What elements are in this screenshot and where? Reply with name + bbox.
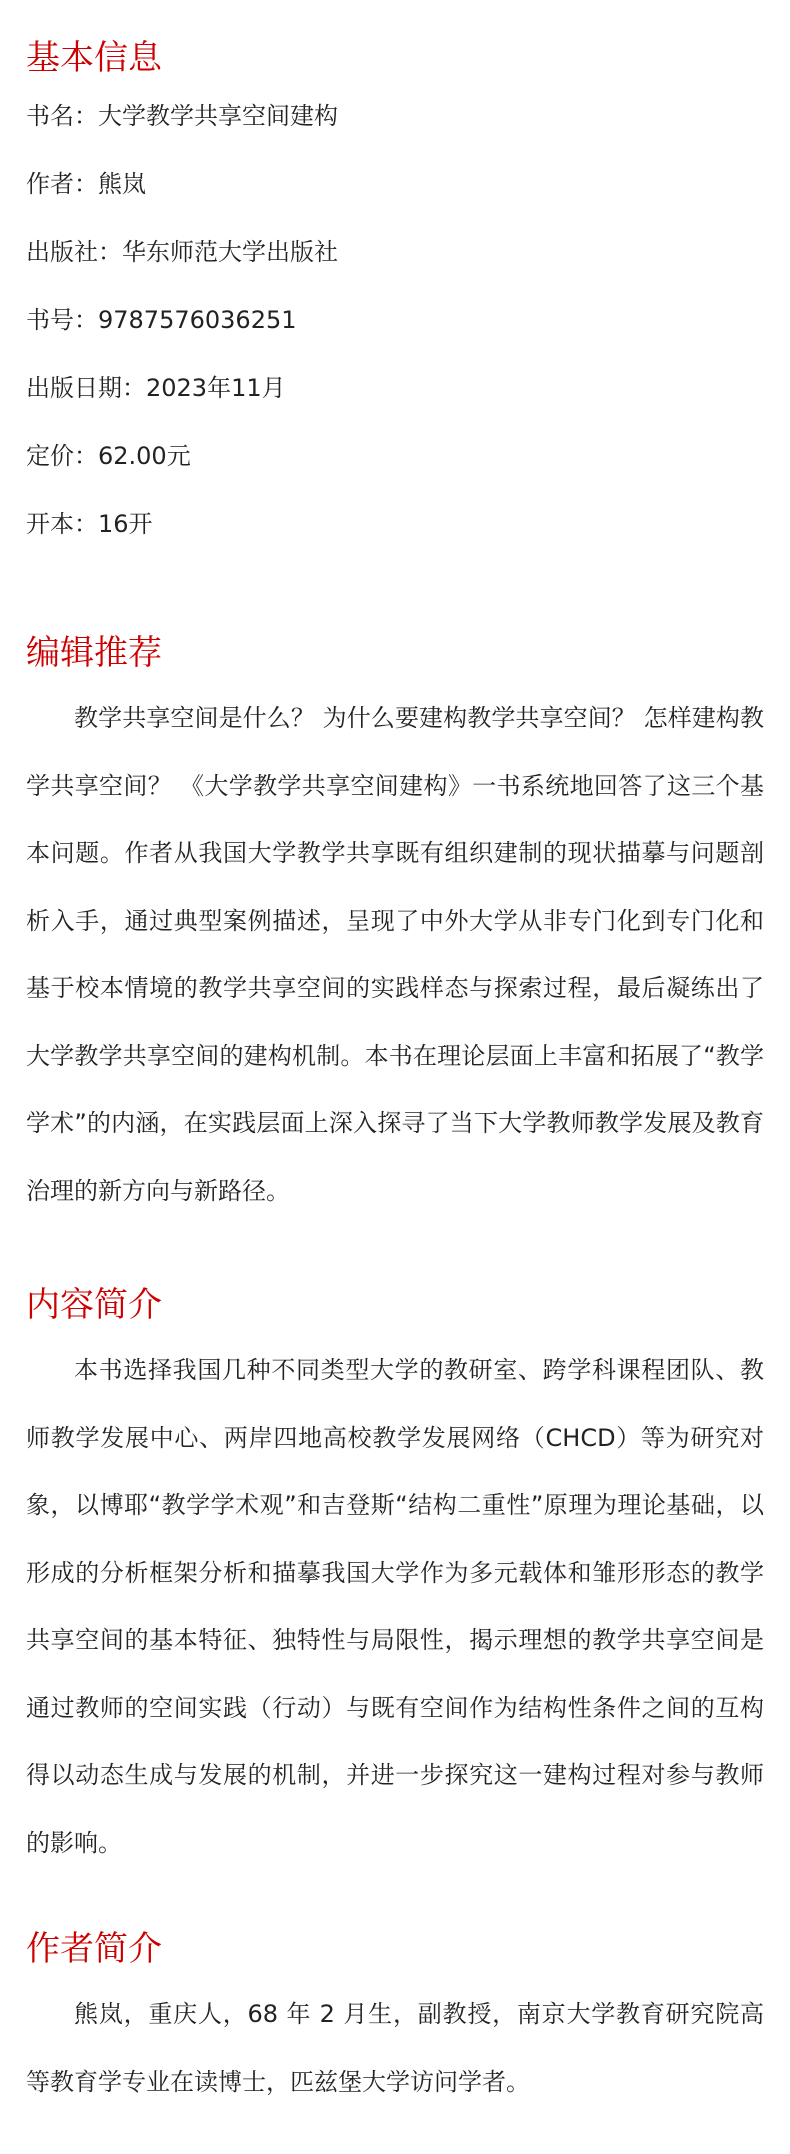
- info-book-name: 书名：大学教学共享空间建构: [26, 102, 338, 130]
- author-intro-section: [26, 1877, 764, 2116]
- info-price: 定价：62.00元: [26, 442, 191, 470]
- info-isbn: 书号：9787576036251: [26, 306, 297, 334]
- author-intro-text: 熊岚，重庆人，68 年 2 月生，副教授，南京大学教育研究院高等教育学专业在读博士，匹兹堡大学访问学者。: [26, 2000, 764, 2096]
- basic-info-title: 基本信息: [26, 38, 162, 78]
- editor-recommendation-text: 教学共享空间是什么？ 为什么要建构教学共享空间？ 怎样建构教学共享空间？ 《大学教学共享空间建构》一书系统地回答了这三个基本问题。作者从我国大学教学共享既有组织建制的现状描摹与问题剖析入手，通过典型案例描述，呈现了中外大学从非专门化到专门化和基于校本情境的教学共享空间的实践样态与探索过程，最后凝练出了大学教学共享空间的建构机制。本书在理论层面上丰富和拓展了“教学学术”的内涵，在实践层面上深入探寻了当下大学教师教学发展及教育治理的新方向与新路径。: [26, 704, 764, 1205]
- basic-info-section: [26, 0, 764, 541]
- editor-recommendation-section: [26, 575, 764, 1225]
- editor-recommendation-title: 编辑推荐: [26, 633, 162, 673]
- info-publish-date: 出版日期：2023年11月: [26, 374, 286, 402]
- content-summary-text: 本书选择我国几种不同类型大学的教研室、跨学科课程团队、教师教学发展中心、两岸四地高校教学发展网络（CHCD）等为研究对象，以博耶“教学学术观”和吉登斯“结构二重性”原理为理论基础，以形成的分析框架分析和描摹我国大学作为多元载体和雏形形态的教学共享空间的基本特征、独特性与局限性，揭示理想的教学共享空间是通过教师的空间实践（行动）与既有空间作为结构性条件之间的互构得以动态生成与发展的机制，并进一步探究这一建构过程对参与教师的影响。: [26, 1356, 764, 1857]
- info-author: 作者：熊岚: [26, 170, 146, 198]
- author-intro-title: 作者简介: [26, 1929, 162, 1969]
- info-format: 开本：16开: [26, 510, 153, 538]
- content-summary-title: 内容简介: [26, 1285, 162, 1325]
- info-publisher: 出版社：华东师范大学出版社: [26, 238, 338, 266]
- basic-info-list: [26, 99, 764, 541]
- content-summary-section: [26, 1225, 764, 1877]
